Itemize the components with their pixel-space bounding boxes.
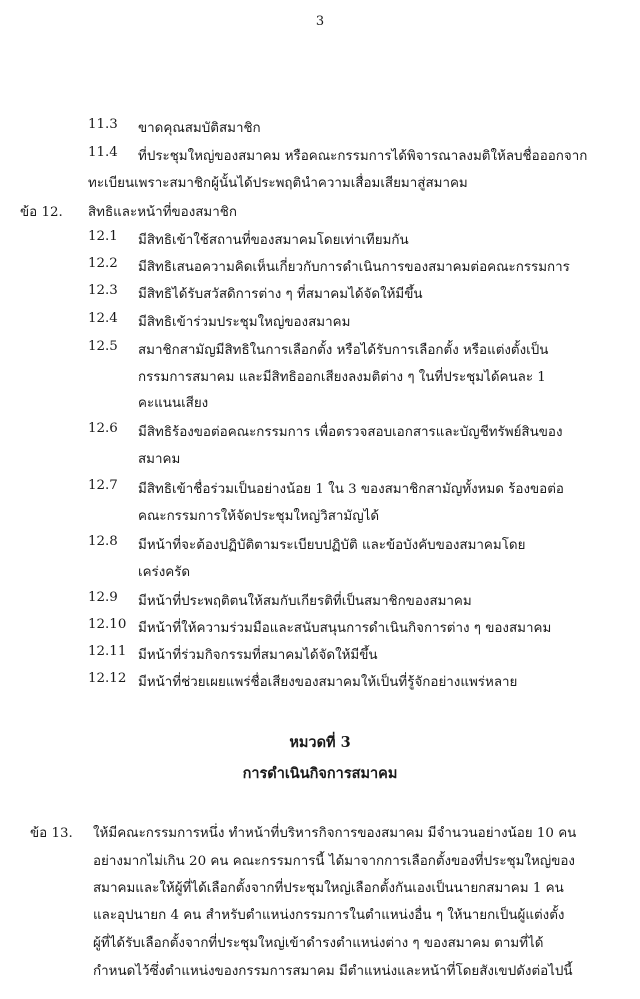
section-13-text-4: และอุปนายก 4 คน สำหรับตำแหน่งกรรมการในตำแหน่งอื่น ๆ ให้นายกเป็นผู้แต่งตั้ง	[93, 908, 565, 923]
item-text-12-8-cont: เคร่งครัด	[138, 565, 191, 580]
item-text-12-12: มีหน้าที่ช่วยเผยแพร่ชื่อเสียงของสมาคมให้เป็นที่รู้จักอย่างแพร่หลาย	[138, 675, 518, 690]
section-13-text-6: กำหนดไว้ซึ่งตำแหน่งของกรรมการสมาคม มีตำแหน่งและหน้าที่โดยสังเขปดังต่อไปนี้	[93, 964, 573, 979]
item-text-12-7: มีสิทธิเข้าชื่อร่วมเป็นอย่างน้อย 1 ใน 3 ของสมาชิกสามัญทั้งหมด ร้องขอต่อ	[138, 482, 564, 497]
item-number-11-4: 11.4	[88, 145, 118, 160]
chapter-title: หมวดที่ 3	[289, 734, 351, 751]
section-13-label: ข้อ 13.	[30, 826, 73, 841]
item-number-12-11: 12.11	[88, 644, 127, 659]
item-number-12-6: 12.6	[88, 421, 118, 436]
item-text-12-5-cont-1: กรรมการสมาคม และมีสิทธิออกเสียงลงมติต่าง ๆ ในที่ประชุมได้คนละ 1	[138, 370, 546, 385]
item-text-12-3: มีสิทธิได้รับสวัสดิการต่าง ๆ ที่สมาคมได้จัดให้มีขึ้น	[138, 287, 423, 302]
item-number-12-1: 12.1	[88, 229, 118, 244]
item-text-12-5: สมาชิกสามัญมีสิทธิในการเลือกตั้ง หรือได้รับการเลือกตั้ง หรือแต่งตั้งเป็น	[138, 343, 549, 358]
chapter-subtitle: การดำเนินกิจการสมาคม	[242, 765, 398, 782]
item-number-12-3: 12.3	[88, 283, 118, 298]
section-13-text-5: ผู้ที่ได้รับเลือกตั้งจากที่ประชุมใหญ่เข้าดำรงตำแหน่งต่าง ๆ ของสมาคม ตามที่ได้	[93, 936, 544, 951]
item-number-12-12: 12.12	[88, 671, 127, 686]
page-number: 3	[315, 14, 325, 29]
item-text-12-10: มีหน้าที่ให้ความร่วมมือและสนับสนุนการดำเนินกิจการต่าง ๆ ของสมาคม	[138, 621, 552, 636]
item-text-12-11: มีหน้าที่ร่วมกิจกรรมที่สมาคมได้จัดให้มีขึ้น	[138, 648, 378, 663]
section-12-label: ข้อ 12.	[20, 205, 63, 220]
section-12-title: สิทธิและหน้าที่ของสมาชิก	[88, 205, 237, 220]
item-text-12-2: มีสิทธิเสนอความคิดเห็นเกี่ยวกับการดำเนินการของสมาคมต่อคณะกรรมการ	[138, 260, 570, 275]
item-number-12-5: 12.5	[88, 339, 118, 354]
item-text-12-4: มีสิทธิเข้าร่วมประชุมใหญ่ของสมาคม	[138, 315, 351, 330]
item-number-12-4: 12.4	[88, 311, 118, 326]
section-13-text-1: ให้มีคณะกรรมการหนึ่ง ทำหน้าที่บริหารกิจการของสมาคม มีจำนวนอย่างน้อย 10 คน	[93, 826, 577, 841]
item-number-12-7: 12.7	[88, 478, 118, 493]
item-text-12-9: มีหน้าที่ประพฤติตนให้สมกับเกียรติที่เป็นสมาชิกของสมาคม	[138, 594, 472, 609]
item-number-12-9: 12.9	[88, 590, 118, 605]
item-text-12-5-cont-2: คะแนนเสียง	[138, 396, 209, 411]
item-text-12-6-cont: สมาคม	[138, 452, 181, 467]
item-number-12-10: 12.10	[88, 617, 127, 632]
item-number-12-8: 12.8	[88, 534, 118, 549]
item-text-11-3: ขาดคุณสมบัติสมาชิก	[138, 121, 261, 136]
item-text-12-6: มีสิทธิร้องขอต่อคณะกรรมการ เพื่อตรวจสอบเอกสารและบัญชีทรัพย์สินของ	[138, 425, 563, 440]
item-number-11-3: 11.3	[88, 117, 118, 132]
item-text-11-4: ที่ประชุมใหญ่ของสมาคม หรือคณะกรรมการได้พิจารณาลงมติให้ลบชื่อออกจาก	[138, 149, 588, 164]
section-13-text-3: สมาคมและให้ผู้ที่ได้เลือกตั้งจากที่ประชุมใหญ่เลือกตั้งกันเองเป็นนายกสมาคม 1 คน	[93, 881, 564, 896]
section-13-text-2: อย่างมากไม่เกิน 20 คน คณะกรรมการนี้ ได้มาจากการเลือกตั้งของที่ประชุมใหญ่ของ	[93, 854, 575, 869]
item-text-12-1: มีสิทธิเข้าใช้สถานที่ของสมาคมโดยเท่าเทียมกัน	[138, 233, 409, 248]
item-text-12-8: มีหน้าที่จะต้องปฏิบัติตามระเบียบปฏิบัติ และข้อบังคับของสมาคมโดย	[138, 538, 526, 553]
item-text-11-4-cont: ทะเบียนเพราะสมาชิกผู้นั้นได้ประพฤตินำความเสื่อมเสียมาสู่สมาคม	[88, 176, 468, 191]
item-number-12-2: 12.2	[88, 256, 118, 271]
item-text-12-7-cont: คณะกรรมการให้จัดประชุมใหญ่วิสามัญได้	[138, 509, 380, 524]
